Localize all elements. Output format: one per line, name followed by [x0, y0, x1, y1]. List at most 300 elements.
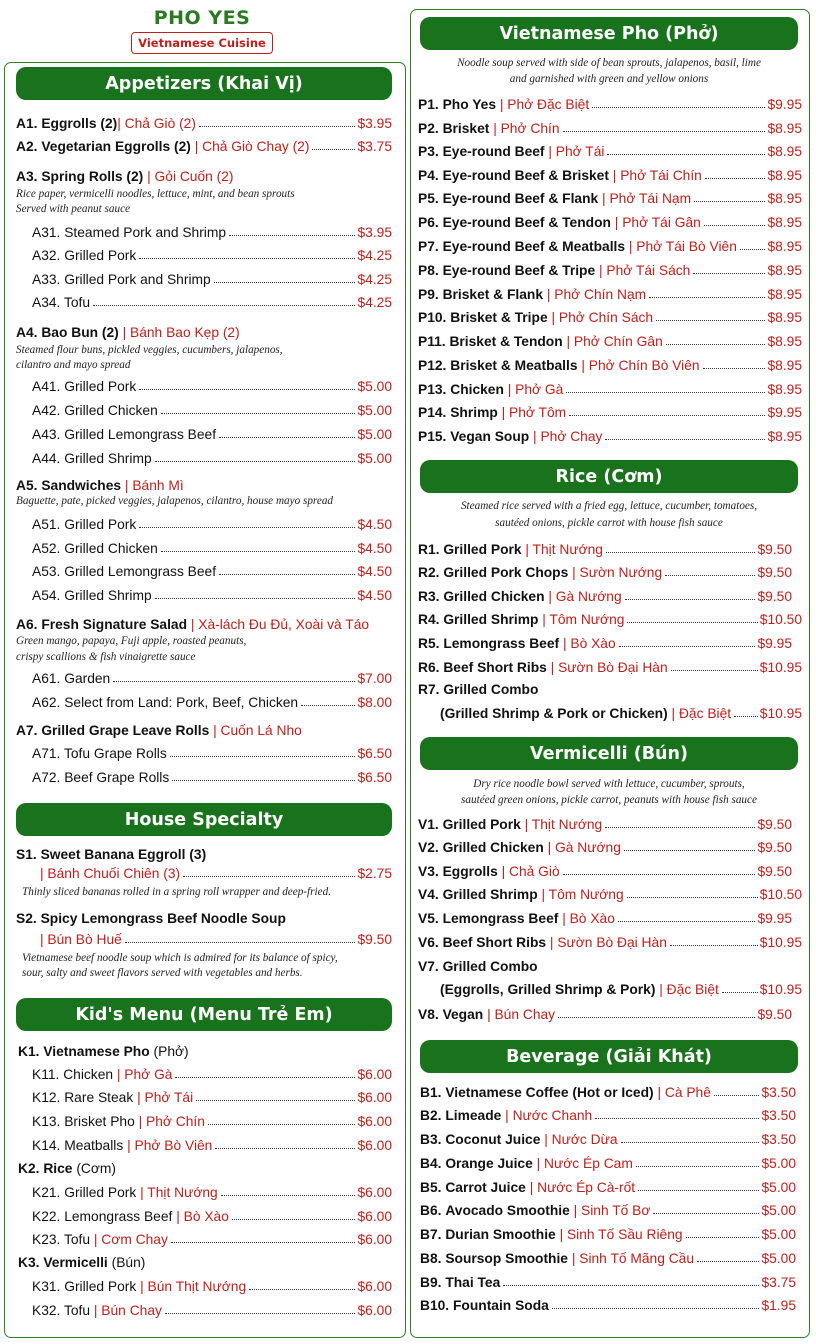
item-price: $10.50	[759, 611, 802, 627]
item-price: $8.95	[767, 333, 802, 349]
item-viet-name: | Phở Tái Chín	[612, 167, 702, 183]
item-name: Coconut Juice	[445, 1131, 541, 1147]
pho-header: Vietnamese Pho (Phở)	[420, 17, 798, 50]
dot-leader	[199, 126, 356, 127]
item-viet-name: | Phở Bò Viên	[127, 1137, 213, 1153]
menu-item-r7	[418, 678, 802, 700]
item-name: Eye-round Beef & Tendon	[442, 214, 611, 230]
item-name: A52. Grilled Chicken	[32, 540, 158, 556]
item-name: A72. Beef Grape Rolls	[32, 769, 170, 785]
rice-description: Steamed rice served with a fried egg, lettuce, cucumber, tomatoes,	[460, 500, 758, 512]
item-price: $3.95	[357, 115, 392, 131]
item-description: Steamed flour buns, pickled veggies, cucumbers, jalapenos,	[16, 344, 283, 356]
item-code: A4.	[16, 324, 38, 340]
item-viet-name: | Chả Giò (2)	[117, 115, 196, 131]
menu-item-r4	[418, 608, 802, 630]
dot-leader	[170, 756, 356, 757]
item-paren-name: (Phở)	[153, 1043, 189, 1059]
item-name: Spring Rolls (2)	[41, 168, 144, 184]
dot-leader	[183, 876, 355, 877]
item-code: R4.	[418, 611, 440, 627]
dot-leader	[656, 320, 765, 321]
item-description: Green mango, papaya, Fuji apple, roasted peanuts,	[16, 635, 247, 647]
item-name: Vegetarian Eggrolls (2)	[41, 138, 191, 154]
menu-item-v4	[418, 883, 802, 905]
item-code: P3.	[418, 143, 439, 159]
item-price: $9.50	[757, 541, 792, 557]
item-code: A6.	[16, 616, 38, 632]
item-price: $5.00	[761, 1155, 796, 1171]
dot-leader	[155, 598, 356, 599]
dot-leader	[605, 439, 765, 440]
dot-leader	[503, 1285, 759, 1286]
menu-item-r6	[418, 656, 802, 678]
dot-leader	[249, 1289, 355, 1290]
menu-item-p7	[418, 235, 802, 257]
item-price: $3.50	[761, 1107, 796, 1123]
dot-leader	[605, 827, 755, 828]
item-name: Rice	[43, 1160, 73, 1176]
item-price: $8.95	[767, 238, 802, 254]
item-code: P2.	[418, 120, 439, 136]
item-name: Vegan Soup	[450, 428, 530, 444]
item-viet-name: | Phở Chín	[493, 120, 560, 136]
menu-item-v5	[418, 907, 792, 929]
item-price: $10.95	[759, 934, 802, 950]
dot-leader	[619, 646, 756, 647]
item-code: A2.	[16, 138, 38, 154]
item-viet-name: | Xà-lách Đu Đủ, Xoài và Táo	[190, 616, 370, 632]
item-name: Beef Short Ribs	[442, 934, 547, 950]
item-description: Vietnamese beef noodle soup which is admired for its balance of spicy,	[22, 952, 338, 964]
menu-item-p10	[418, 306, 802, 328]
brand-header	[112, 7, 292, 54]
item-price: $8.95	[767, 309, 802, 325]
item-name: Vietnamese Pho	[43, 1043, 150, 1059]
item-price: $6.50	[357, 769, 392, 785]
item-price: $9.95	[757, 635, 792, 651]
item-name: K23. Tofu	[32, 1231, 91, 1247]
menu-item-a72	[32, 766, 392, 788]
item-price: $3.75	[357, 138, 392, 154]
menu-group-a7	[16, 719, 392, 741]
item-price: $6.00	[357, 1137, 392, 1153]
menu-item-b10	[420, 1294, 796, 1316]
menu-item-v8	[418, 1003, 792, 1025]
item-name: K31. Grilled Pork	[32, 1278, 137, 1294]
item-price: $6.00	[357, 1208, 392, 1224]
item-price: $8.95	[767, 190, 802, 206]
item-code: P14.	[418, 404, 447, 420]
item-viet-name: | Thịt Nướng	[140, 1184, 218, 1200]
menu-item-b4	[420, 1152, 796, 1174]
item-name: Grilled Combo	[443, 681, 539, 697]
menu-item-a43	[32, 423, 392, 445]
item-name: Brisket	[442, 120, 490, 136]
item-name: A31. Steamed Pork and Shrimp	[32, 224, 227, 240]
dot-leader	[624, 850, 756, 851]
dot-leader	[607, 154, 765, 155]
pho-description: and garnished with green and yellow onions	[509, 73, 709, 85]
item-price: $3.75	[761, 1274, 796, 1290]
item-price: $6.00	[357, 1113, 392, 1129]
menu-item-k13	[32, 1110, 392, 1132]
item-price: $5.00	[357, 450, 392, 466]
item-code: V4.	[418, 886, 439, 902]
pho-description: Noodle soup served with side of bean sprouts, jalapenos, basil, lime	[457, 57, 761, 69]
dot-leader	[155, 461, 356, 462]
item-name: A32. Grilled Pork	[32, 247, 137, 263]
menu-item-p15	[418, 425, 802, 447]
house-specialty-header: House Specialty	[16, 803, 392, 836]
item-viet-name: | Phở Đặc Biệt	[499, 96, 590, 112]
item-description: crispy scallions & fish vinaigrette sauce	[16, 651, 196, 663]
item-code: A7.	[16, 722, 38, 738]
dot-leader	[703, 368, 766, 369]
item-code: P15.	[418, 428, 447, 444]
item-code: V7.	[418, 958, 439, 974]
item-price: $3.50	[761, 1084, 796, 1100]
item-price: $10.50	[759, 886, 802, 902]
dot-leader	[301, 705, 355, 706]
item-name: Grilled Pork Chops	[443, 564, 569, 580]
item-code: B8.	[420, 1250, 442, 1266]
menu-item-p3	[418, 140, 802, 162]
menu-item-k31	[32, 1275, 392, 1297]
item-viet-name: | Phở Tôm	[501, 404, 567, 420]
dot-leader	[171, 1242, 356, 1243]
item-viet-name: | Phở Tái Sách	[598, 262, 691, 278]
item-subname: (Eggrolls, Grilled Shrimp & Pork)	[440, 981, 656, 997]
menu-item-p2	[418, 117, 802, 139]
item-name: Brisket & Tendon	[449, 333, 563, 349]
item-price: $8.95	[767, 381, 802, 397]
item-price: $3.50	[761, 1131, 796, 1147]
item-price: $9.95	[767, 96, 802, 112]
item-viet-name: | Bánh Bao Kẹp (2)	[122, 324, 240, 340]
item-name: Grilled Pork	[443, 541, 522, 557]
menu-item-p5	[418, 187, 802, 209]
item-price: $6.00	[357, 1302, 392, 1318]
item-price: $7.00	[357, 670, 392, 686]
item-viet-name: | Sinh Tố Sầu Riêng	[559, 1226, 683, 1242]
item-viet-name: | Nước Ép Cà-rốt	[529, 1179, 636, 1195]
menu-item-v3	[418, 860, 792, 882]
item-viet-name: | Bún Chay	[487, 1006, 556, 1022]
item-name: Sweet Banana Eggroll (3)	[40, 846, 207, 862]
menu-item-a52	[32, 537, 392, 559]
item-name: Grilled Grape Leave Rolls	[41, 722, 210, 738]
item-name: A41. Grilled Pork	[32, 378, 137, 394]
item-viet-name: | Bánh Chuối Chiên (3)	[40, 865, 181, 881]
menu-item-b1	[420, 1081, 796, 1103]
item-viet-name: | Đặc Biệt	[671, 705, 732, 721]
dot-leader	[714, 1095, 760, 1096]
item-price: $5.00	[357, 378, 392, 394]
item-viet-name: | Đặc Biệt	[659, 981, 719, 997]
menu-item-p1	[418, 93, 802, 115]
item-code: R3.	[418, 588, 440, 604]
item-name: Pho Yes	[442, 96, 496, 112]
dot-leader	[566, 392, 765, 393]
restaurant-subtitle: Vietnamese Cuisine	[131, 32, 273, 54]
dot-leader	[563, 131, 766, 132]
item-price: $6.00	[357, 1089, 392, 1105]
item-code: P11.	[418, 333, 446, 349]
menu-item-s2-line	[40, 928, 392, 950]
rice-header: Rice (Cơm)	[420, 460, 798, 493]
vermicelli-description: sautéed green onions, pickle carrot, peanuts with house fish sauce	[461, 794, 757, 806]
vermicelli-description: Dry rice noodle bowl served with lettuce, cucumber, sprouts,	[473, 778, 745, 790]
item-name: A62. Select from Land: Pork, Beef, Chicken	[32, 694, 299, 710]
menu-item-a33	[32, 268, 392, 290]
item-description: Baguette, pate, picked veggies, jalapenos, cilantro, house mayo spread	[16, 495, 334, 507]
item-price: $4.50	[357, 516, 392, 532]
dot-leader	[196, 1100, 355, 1101]
item-viet-name: | Bò Xào	[176, 1208, 229, 1224]
menu-item-a1	[16, 112, 392, 134]
dot-leader	[697, 1261, 759, 1262]
item-subname: (Grilled Shrimp & Pork or Chicken)	[440, 705, 668, 721]
menu-item-r1	[418, 538, 792, 560]
dot-leader	[638, 1190, 759, 1191]
item-code: P6.	[418, 214, 439, 230]
dot-leader	[175, 1077, 355, 1078]
dot-leader	[165, 1313, 356, 1314]
item-paren-name: (Cơm)	[76, 1160, 117, 1176]
item-name: Grilled Combo	[442, 958, 538, 974]
item-viet-name: | Nước Dừa	[544, 1131, 618, 1147]
item-price: $9.95	[757, 910, 792, 926]
item-price: $8.95	[767, 428, 802, 444]
item-code: B4.	[420, 1155, 442, 1171]
menu-group-k3	[18, 1251, 392, 1273]
item-code: K3.	[18, 1254, 40, 1270]
item-description: cilantro and mayo spread	[16, 359, 131, 371]
item-name: Bao Bun (2)	[41, 324, 119, 340]
item-price: $3.95	[357, 224, 392, 240]
dot-leader	[618, 921, 756, 922]
item-viet-name: | Bún Thịt Nướng	[140, 1278, 247, 1294]
item-name: Eye-round Beef	[442, 143, 545, 159]
menu-item-a61	[32, 667, 392, 689]
item-paren-name: (Bún)	[111, 1254, 146, 1270]
item-viet-name: | Bò Xào	[562, 910, 615, 926]
item-viet-name: | Phở Chín Gân	[566, 333, 663, 349]
dot-leader	[563, 874, 756, 875]
item-code: V5.	[418, 910, 439, 926]
item-viet-name: | Phở Tái	[548, 143, 605, 159]
dot-leader	[722, 992, 758, 993]
menu-item-p14	[418, 401, 802, 423]
item-code: P5.	[418, 190, 439, 206]
item-viet-name: | Phở Chay	[533, 428, 603, 444]
dot-leader	[671, 670, 758, 671]
menu-item-r3	[418, 585, 792, 607]
menu-item-s2	[16, 907, 392, 929]
item-name: Shrimp	[450, 404, 498, 420]
item-price: $9.50	[757, 588, 792, 604]
menu-item-a71	[32, 742, 392, 764]
dot-leader	[666, 344, 766, 345]
item-code: A1.	[16, 115, 38, 131]
item-code: R7.	[418, 681, 440, 697]
menu-item-r5	[418, 632, 792, 654]
item-name: Brisket & Tripe	[450, 309, 548, 325]
item-code: B6.	[420, 1202, 442, 1218]
dot-leader	[693, 273, 765, 274]
item-price: $5.00	[761, 1250, 796, 1266]
item-name: K14. Meatballs	[32, 1137, 124, 1153]
item-code: B10.	[420, 1297, 450, 1313]
item-name: Thai Tea	[445, 1274, 501, 1290]
item-price: $4.25	[357, 294, 392, 310]
menu-item-k32	[32, 1299, 392, 1321]
item-viet-name: | Sinh Tố Bơ	[573, 1202, 651, 1218]
item-name: Grilled Pork	[442, 816, 521, 832]
dot-leader	[592, 107, 765, 108]
item-name: Eggrolls (2)	[41, 115, 118, 131]
dot-leader	[625, 599, 756, 600]
item-code: B2.	[420, 1107, 442, 1123]
item-price: $8.95	[767, 214, 802, 230]
menu-item-a42	[32, 399, 392, 421]
menu-item-a31	[32, 221, 392, 243]
dot-leader	[653, 1213, 759, 1214]
item-price: $4.50	[357, 587, 392, 603]
dot-leader	[161, 413, 356, 414]
menu-item-p4	[418, 164, 802, 186]
item-viet-name: | Bún Bò Huế	[40, 931, 122, 947]
menu-group-a6	[16, 613, 392, 635]
item-name: A42. Grilled Chicken	[32, 402, 158, 418]
menu-item-k14	[32, 1134, 392, 1156]
item-name: Eye-round Beef & Flank	[442, 190, 599, 206]
item-price: $5.00	[761, 1226, 796, 1242]
menu-item-b9	[420, 1271, 796, 1293]
item-price: $9.95	[767, 404, 802, 420]
menu-item-p8	[418, 259, 802, 281]
item-price: $5.00	[357, 426, 392, 442]
item-name: A34. Tofu	[32, 294, 91, 310]
menu-item-p6	[418, 211, 802, 233]
dot-leader	[694, 201, 765, 202]
dot-leader	[208, 1124, 356, 1125]
item-viet-name: | Phở Chín	[138, 1113, 205, 1129]
item-price: $4.25	[357, 271, 392, 287]
item-name: Fresh Signature Salad	[41, 616, 188, 632]
menu-item-b7	[420, 1223, 796, 1245]
menu-item-a54	[32, 584, 392, 606]
menu-item-b6	[420, 1199, 796, 1221]
item-viet-name: | Phở Chín Sách	[551, 309, 654, 325]
item-viet-name: | Tôm Nướng	[542, 611, 625, 627]
item-name: Avocado Smoothie	[445, 1202, 570, 1218]
menu-group-a4	[16, 321, 392, 343]
item-price: $8.00	[357, 694, 392, 710]
menu-item-b2	[420, 1104, 796, 1126]
dot-leader	[670, 945, 758, 946]
dot-leader	[232, 1219, 356, 1220]
item-viet-name: | Phở Chín Bò Viên	[581, 357, 700, 373]
item-name: Spicy Lemongrass Beef Noodle Soup	[40, 910, 286, 926]
item-description: Served with peanut sauce	[16, 203, 131, 215]
dot-leader	[740, 249, 766, 250]
menu-item-k22	[32, 1205, 392, 1227]
menu-item-a34	[32, 291, 392, 313]
item-viet-name: | Nước Chanh	[505, 1107, 593, 1123]
item-price: $8.95	[767, 167, 802, 183]
item-viet-name: | Sườn Bò Đại Hàn	[550, 659, 668, 675]
kids-menu-header: Kid's Menu (Menu Trẻ Em)	[16, 998, 392, 1031]
item-code: K2.	[18, 1160, 40, 1176]
item-viet-name: | Thịt Nướng	[525, 541, 603, 557]
item-viet-name: | Phở Tái	[137, 1089, 194, 1105]
dot-leader	[139, 258, 355, 259]
item-viet-name: | Gỏi Cuốn (2)	[147, 168, 234, 184]
item-name: Beef Short Ribs	[443, 659, 547, 675]
item-name: A54. Grilled Shrimp	[32, 587, 152, 603]
item-price: $6.00	[357, 1278, 392, 1294]
menu-item-a41	[32, 375, 392, 397]
menu-item-p12	[418, 354, 802, 376]
item-price: $9.50	[757, 564, 792, 580]
item-name: Grilled Chicken	[442, 839, 544, 855]
dot-leader	[172, 780, 355, 781]
item-name: A53. Grilled Lemongrass Beef	[32, 563, 217, 579]
item-viet-name: | Sườn Nướng	[572, 564, 663, 580]
item-viet-name: | Phở Tái Gân	[614, 214, 701, 230]
menu-group-k2	[18, 1157, 392, 1179]
item-price: $8.95	[767, 286, 802, 302]
item-name: Vermicelli	[43, 1254, 108, 1270]
item-price: $6.00	[357, 1066, 392, 1082]
item-price: $5.00	[761, 1179, 796, 1195]
item-name: A61. Garden	[32, 670, 111, 686]
item-code: V8.	[418, 1006, 439, 1022]
item-name: Chicken	[450, 381, 504, 397]
item-code: B7.	[420, 1226, 442, 1242]
item-price: $4.50	[357, 540, 392, 556]
menu-group-a5	[16, 474, 392, 496]
dot-leader	[221, 1195, 356, 1196]
item-name: A43. Grilled Lemongrass Beef	[32, 426, 217, 442]
item-name: Vegan	[442, 1006, 484, 1022]
item-description: sour, salty and sweet flavors served with vegetables and herbs.	[22, 967, 303, 979]
item-name: Orange Juice	[445, 1155, 533, 1171]
menu-item-a32	[32, 244, 392, 266]
item-price: $9.50	[757, 863, 792, 879]
item-price: $9.50	[757, 816, 792, 832]
menu-item-a51	[32, 513, 392, 535]
menu-item-r2	[418, 561, 792, 583]
dot-leader	[686, 1237, 760, 1238]
dot-leader	[705, 178, 766, 179]
item-name: Brisket & Flank	[442, 286, 544, 302]
item-price: $6.50	[357, 745, 392, 761]
menu-item-b8	[420, 1247, 796, 1269]
item-price: $1.95	[761, 1297, 796, 1313]
item-viet-name: | Cà Phê	[657, 1084, 711, 1100]
item-price: $9.50	[757, 839, 792, 855]
menu-item-p9	[418, 283, 802, 305]
item-price: $9.50	[757, 1006, 792, 1022]
item-code: P1.	[418, 96, 439, 112]
dot-leader	[595, 1118, 759, 1119]
dot-leader	[214, 282, 356, 283]
vermicelli-header: Vermicelli (Bún)	[420, 737, 798, 770]
item-price: $6.00	[357, 1184, 392, 1200]
